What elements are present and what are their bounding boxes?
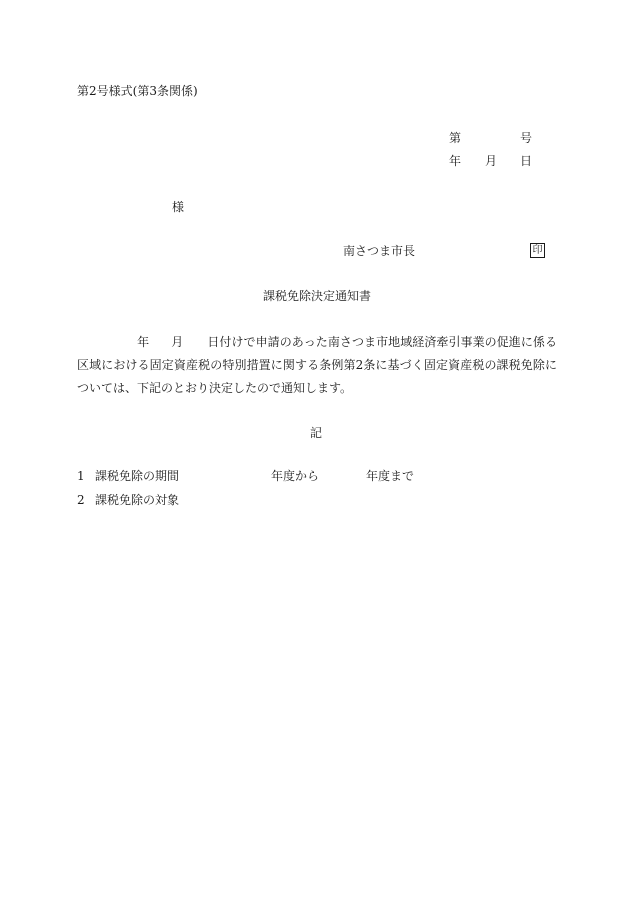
body-paragraph (77, 331, 557, 400)
item-number: 1 (77, 469, 85, 483)
date-year-label: 年 (449, 154, 462, 168)
item-period-to: 年度まで (366, 469, 415, 483)
document-number-prefix: 第 (449, 131, 462, 145)
body-text: 日付けで申請のあった南さつま市地域経済牽引事業の促進に係る区域における固定資産税の特別措置に関する条例第2条に基づく固定資産税の課税免除については、下記のとおり決定したので通知します。 (77, 335, 557, 395)
item-label: 課税免除の期間 (95, 469, 180, 483)
body-year-label: 年 (137, 335, 150, 349)
seal-stamp-box: 印 (530, 243, 545, 258)
date-month-label: 月 (485, 154, 498, 168)
issuer-title: 南さつま市長 (343, 244, 416, 258)
body-month-label: 月 (171, 335, 184, 349)
form-number: 第2号様式(第3条関係) (77, 84, 198, 98)
item-label: 課税免除の対象 (95, 493, 180, 507)
date-day-label: 日 (520, 154, 533, 168)
item-number: 2 (77, 493, 85, 507)
item-period-from: 年度から (271, 469, 320, 483)
ki-heading: 記 (310, 426, 323, 440)
notice-title: 課税免除決定通知書 (263, 289, 372, 303)
document-number-suffix: 号 (520, 131, 533, 145)
addressee-honorific: 様 (172, 200, 185, 214)
